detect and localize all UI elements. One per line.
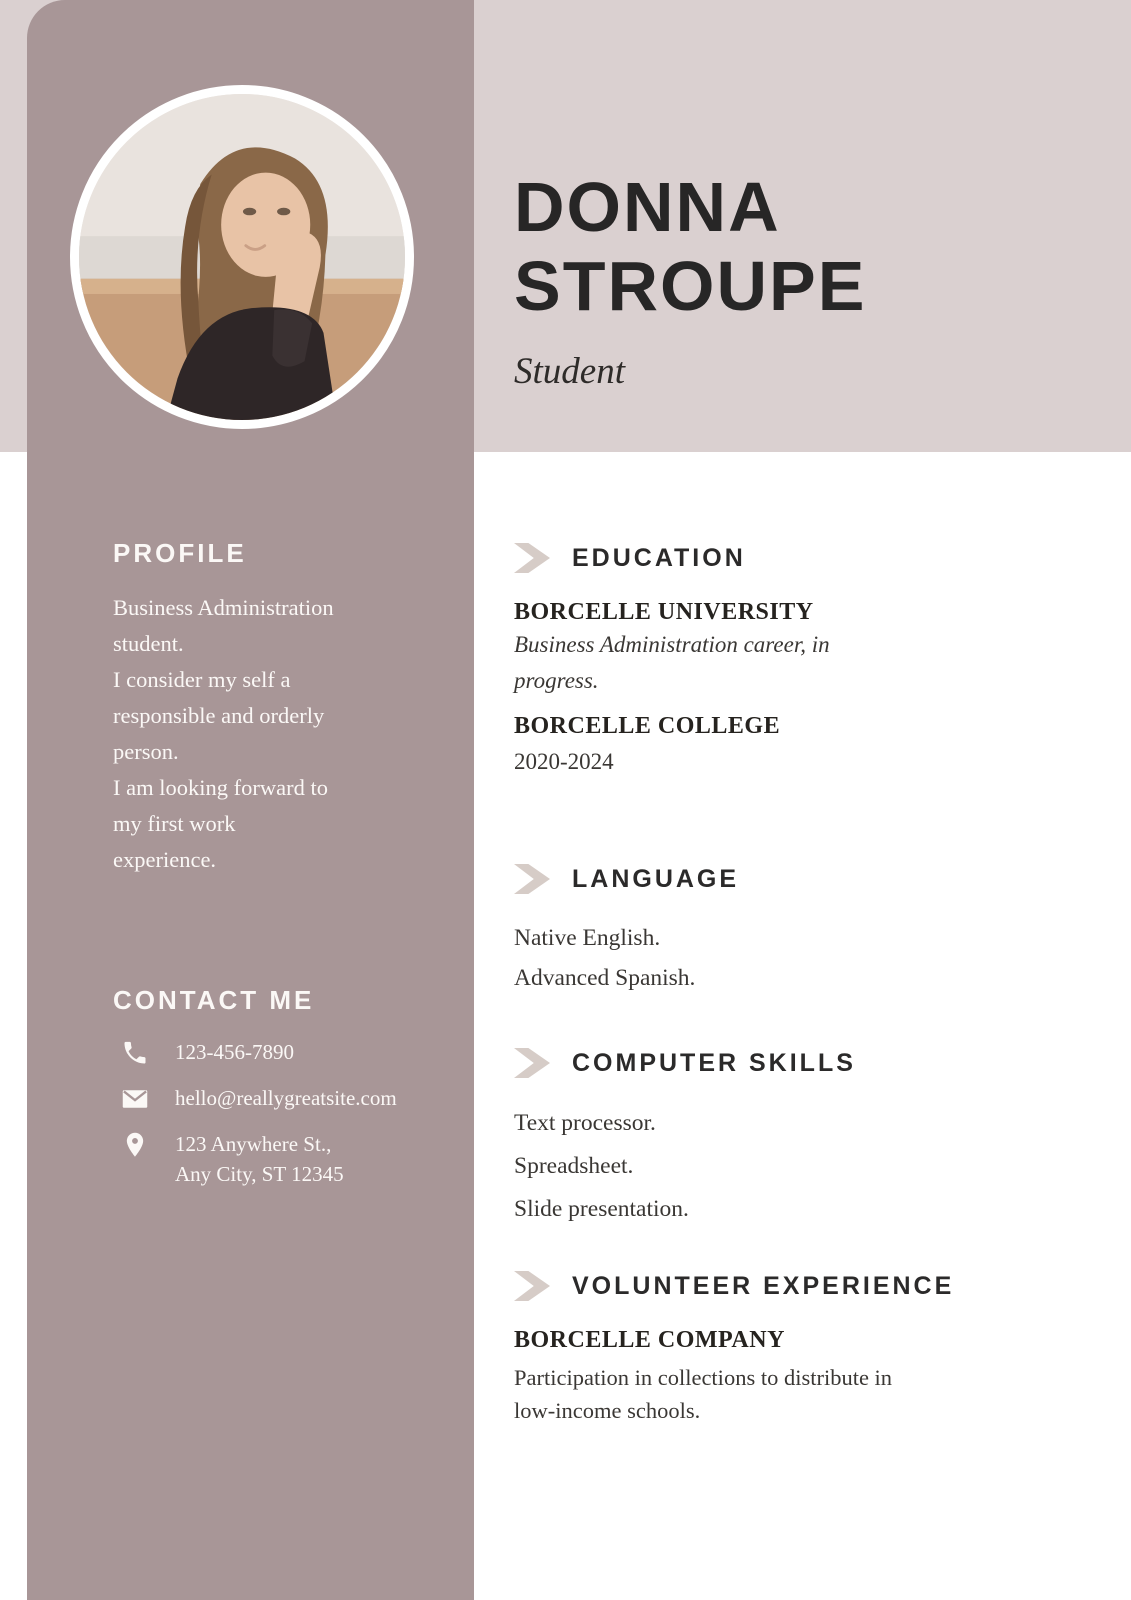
volunteer-heading: VOLUNTEER EXPERIENCE [572,1272,955,1300]
volunteer-item [514,1325,1089,1427]
education-heading-row [514,543,1089,573]
education-item-desc: progress. [514,668,599,693]
sidebar [27,0,474,1600]
last-name: STROUPE [514,247,867,325]
first-name: DONNA [514,168,781,246]
education-item-years: 2020-2024 [514,749,614,774]
volunteer-section [514,1271,1089,1427]
chevron-arrow-icon [514,1271,550,1301]
education-item-title: BORCELLE UNIVERSITY [514,599,814,625]
profile-text-line: Business Administration [113,595,334,620]
education-heading: EDUCATION [572,544,746,572]
person-name [514,168,866,326]
location-pin-icon [121,1131,149,1159]
address-line-2: Any City, ST 12345 [175,1162,344,1186]
profile-photo [70,85,414,429]
profile-photo-illustration [79,94,405,420]
language-heading-row [514,864,1089,894]
language-item: Native English. [514,925,661,951]
profile-section [113,538,438,878]
language-section [514,864,1089,998]
name-block [514,168,866,393]
volunteer-heading-row [514,1271,1089,1301]
chevron-arrow-icon [514,1048,550,1078]
envelope-icon [121,1085,149,1113]
computer-skill-item: Slide presentation. [514,1196,689,1222]
contact-heading: CONTACT ME [113,985,315,1015]
contact-row-email [121,1083,453,1113]
profile-heading: PROFILE [113,538,247,568]
computer-skill-item: Spreadsheet. [514,1153,634,1179]
mailing-address [175,1129,344,1189]
contact-row-phone [121,1037,453,1067]
profile-text-line: person. [113,739,179,764]
email-address: hello@reallygreatsite.com [175,1086,397,1110]
education-item-title: BORCELLE COLLEGE [514,713,781,739]
education-item-desc: Business Administration career, in [514,632,830,657]
computer-skills-section [514,1048,1089,1231]
computer-skill-item: Text processor. [514,1110,656,1136]
profile-text-line: I consider my self a [113,667,291,692]
language-item: Advanced Spanish. [514,965,696,991]
phone-icon [121,1039,149,1067]
education-section [514,543,1089,779]
computer-skills-heading-row [514,1048,1089,1078]
profile-text-line: responsible and orderly [113,703,325,728]
volunteer-item-desc [514,1361,1089,1427]
profile-text-line: my first work [113,811,236,836]
volunteer-desc-line: Participation in collections to distribute in [514,1365,893,1390]
contact-row-address [121,1129,453,1189]
phone-number: 123-456-7890 [175,1040,294,1064]
chevron-arrow-icon [514,543,550,573]
profile-text-line: student. [113,631,184,656]
chevron-arrow-icon [514,864,550,894]
address-line-1: 123 Anywhere St., [175,1132,332,1156]
profile-text-line: experience. [113,847,217,872]
education-item [514,711,1089,779]
education-item [514,597,1089,699]
profile-text-line: I am looking forward to [113,775,328,800]
volunteer-item-title: BORCELLE COMPANY [514,1327,785,1353]
job-title: Student [514,351,625,392]
language-heading: LANGUAGE [572,865,740,893]
computer-skills-heading: COMPUTER SKILLS [572,1049,856,1077]
contact-section [113,985,453,1205]
volunteer-desc-line: low-income schools. [514,1398,701,1423]
